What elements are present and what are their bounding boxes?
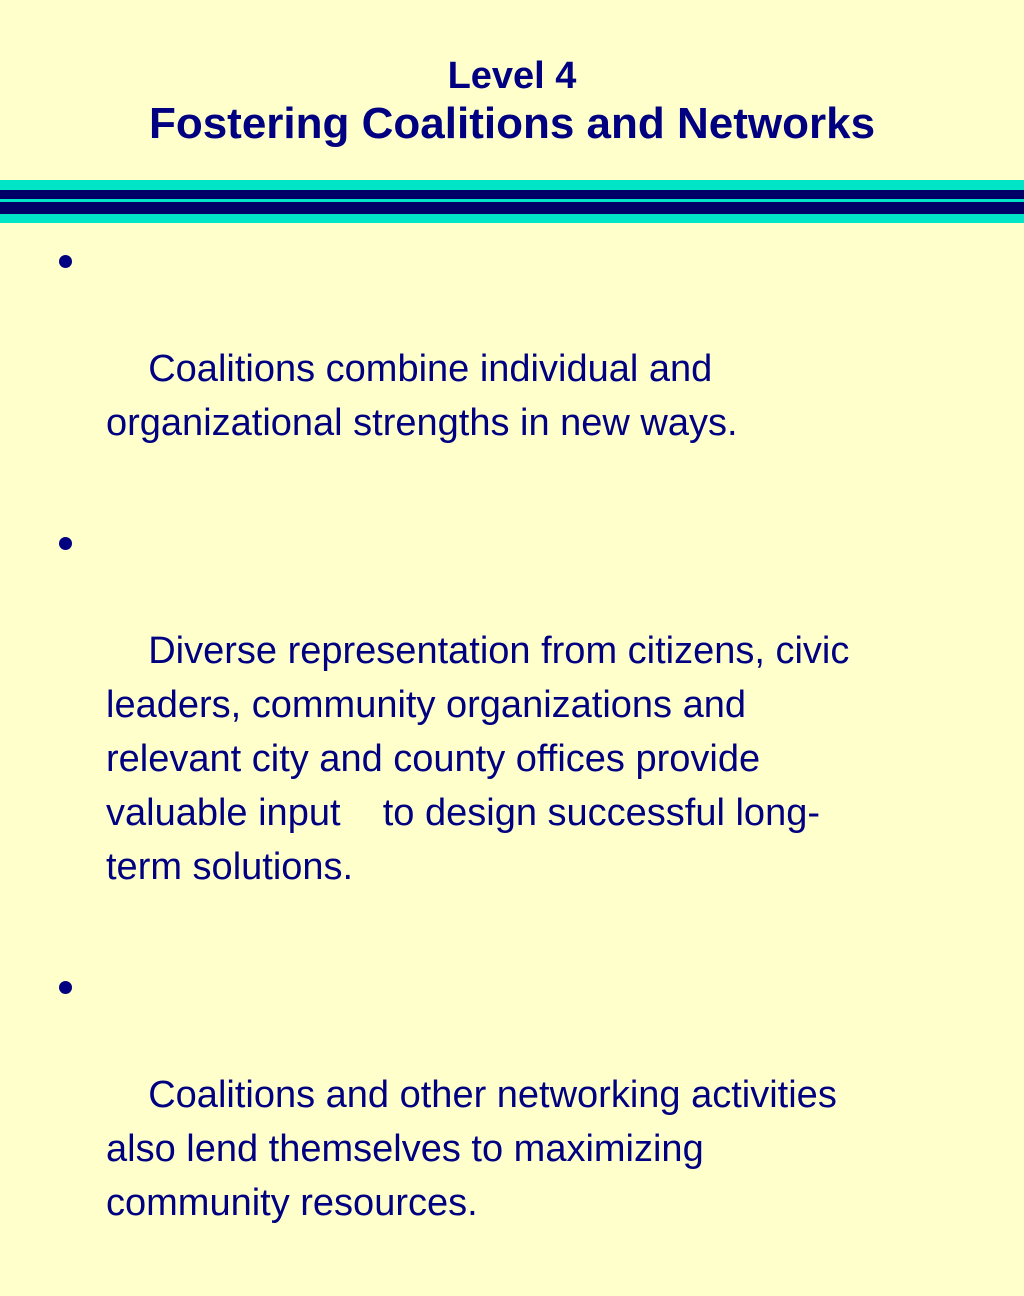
- bullet-item: [0, 234, 1024, 504]
- bullet-dot-icon: [59, 255, 72, 268]
- bullet-item: [0, 516, 1024, 948]
- bullet-item: [0, 960, 1024, 1284]
- bullet-text: Diverse representation from citizens, civic leaders, community organizations and relevant city and county offices provide valuable input to design successful long- term solutions.: [106, 630, 850, 888]
- slide-title-level: Level 4: [447, 55, 577, 97]
- divider-band-navy-bottom: [0, 202, 1024, 214]
- slide-title: [0, 54, 1024, 150]
- bullet-dot-icon: [59, 537, 72, 550]
- divider-band-navy-top: [0, 190, 1024, 199]
- bullet-text: Coalitions and other networking activities also lend themselves to maximizing community resources.: [106, 1074, 837, 1224]
- bullet-text: Coalitions combine individual and organizational strengths in new ways.: [106, 348, 738, 444]
- bullet-dot-icon: [59, 981, 72, 994]
- divider-band-teal-top: [0, 180, 1024, 190]
- divider-band-teal-bottom: [0, 214, 1024, 223]
- bullet-list: [0, 234, 1024, 1296]
- slide-title-main: Fostering Coalitions and Networks: [148, 99, 876, 148]
